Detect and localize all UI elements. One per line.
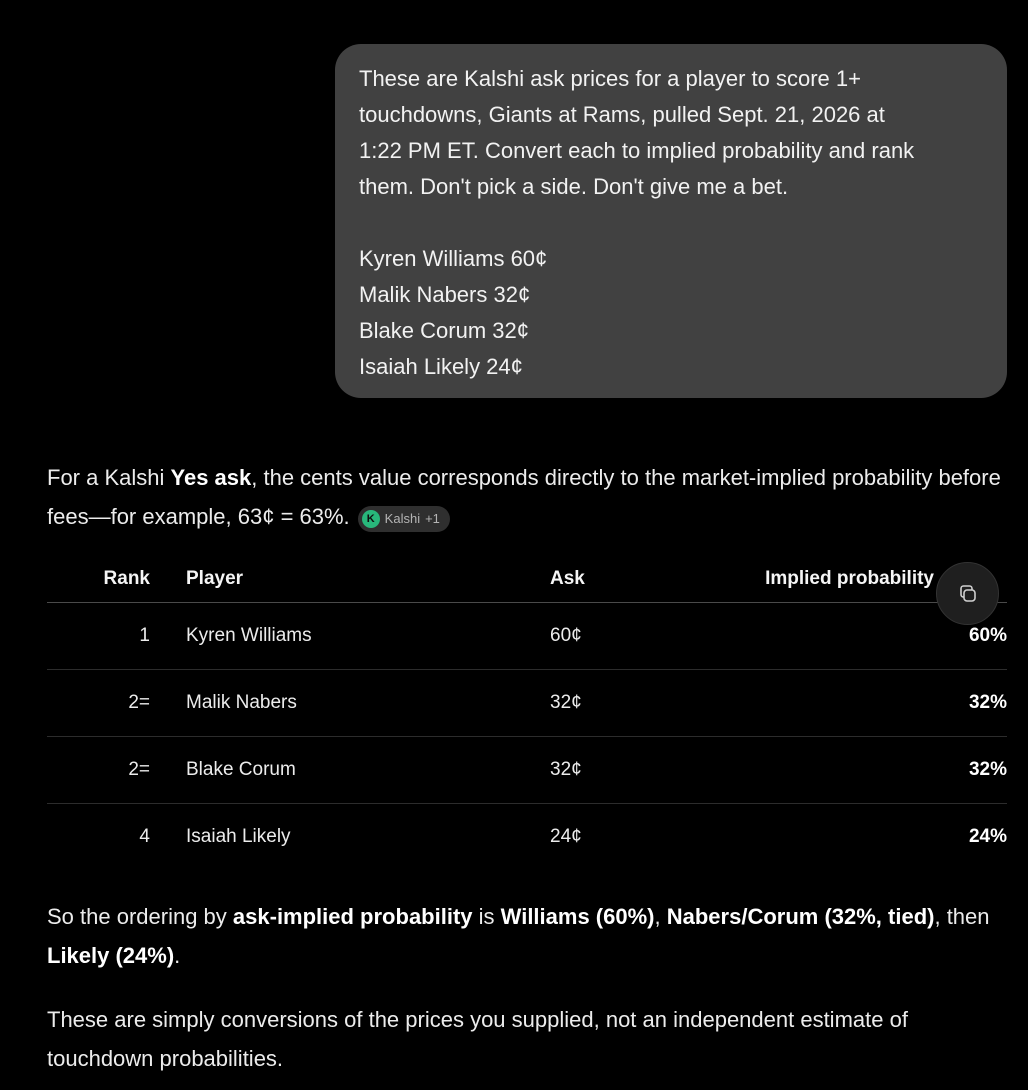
user-message-line: touchdowns, Giants at Rams, pulled Sept. 21, 2026 at [359,102,885,127]
cell-probability: 60% [750,603,1007,670]
table-row [47,737,1007,804]
ordering-summary-paragraph [47,897,1009,975]
copy-icon [957,583,979,605]
closing-paragraph: These are simply conversions of the prices you supplied, not an independent estimate of touchdown probabilities. [47,1007,908,1071]
summary-bold: Williams (60%) [500,904,655,929]
summary-bold: Nabers/Corum (32%, tied) [666,904,935,929]
probability-table-wrapper [47,555,1007,870]
cell-probability: 32% [750,670,1007,737]
summary-bold: ask-implied probability [232,904,473,929]
citation-label: Kalshi [384,511,421,526]
table-row [47,804,1007,871]
intro-bold: Yes ask [170,465,252,490]
citation-chip[interactable] [358,506,450,532]
summary-text: is [472,904,501,929]
summary-bold: Likely (24%) [47,943,175,968]
user-list-item: Blake Corum 32¢ [359,318,529,343]
answer-intro-paragraph [47,458,1009,536]
user-message-bubble [335,44,1007,398]
user-message-line: 1:22 PM ET. Convert each to implied probability and rank [359,138,915,163]
summary-text: . [174,943,181,968]
copy-table-button[interactable] [936,562,999,625]
user-list-item: Isaiah Likely 24¢ [359,354,523,379]
probability-table [47,555,1007,870]
user-list-item: Malik Nabers 32¢ [359,282,531,307]
user-list-item: Kyren Williams 60¢ [359,246,548,271]
header-ask: Ask [472,555,750,603]
table-row [47,670,1007,737]
cell-ask: 32¢ [472,670,750,737]
user-message-line: them. Don't pick a side. Don't give me a bet. [359,174,789,199]
cell-rank: 2= [47,670,150,737]
cell-player: Kyren Williams [150,603,472,670]
table-row [47,603,1007,670]
summary-text: So the ordering by [47,904,233,929]
user-message-line: These are Kalshi ask prices for a player to score 1+ [359,66,861,91]
summary-text: , then [934,904,990,929]
intro-text: , the cents value corresponds directly to the market-implied probability before fees—for example, 63¢ = 63%. [47,465,1001,529]
paragraph-gap [359,205,983,241]
header-rank: Rank [47,555,150,603]
cell-ask: 32¢ [472,737,750,804]
header-player: Player [150,555,472,603]
intro-text: For a Kalshi [47,465,171,490]
cell-ask: 60¢ [472,603,750,670]
cell-ask: 24¢ [550,826,582,847]
cell-player: Blake Corum [150,737,472,804]
summary-text: , [654,904,667,929]
cell-rank: 2= [47,737,150,804]
cell-player: Malik Nabers [150,670,472,737]
cell-probability: 32% [750,737,1007,804]
kalshi-logo-icon: K [362,510,380,528]
citation-more: +1 [425,511,440,526]
cell-rank: 4 [139,826,150,847]
cell-probability: 24% [968,826,1007,847]
table-header-row [47,555,1007,603]
cell-player: Isaiah Likely [186,826,291,847]
cell-rank: 1 [47,603,150,670]
header-implied-probability: Implied probability [750,555,1007,603]
